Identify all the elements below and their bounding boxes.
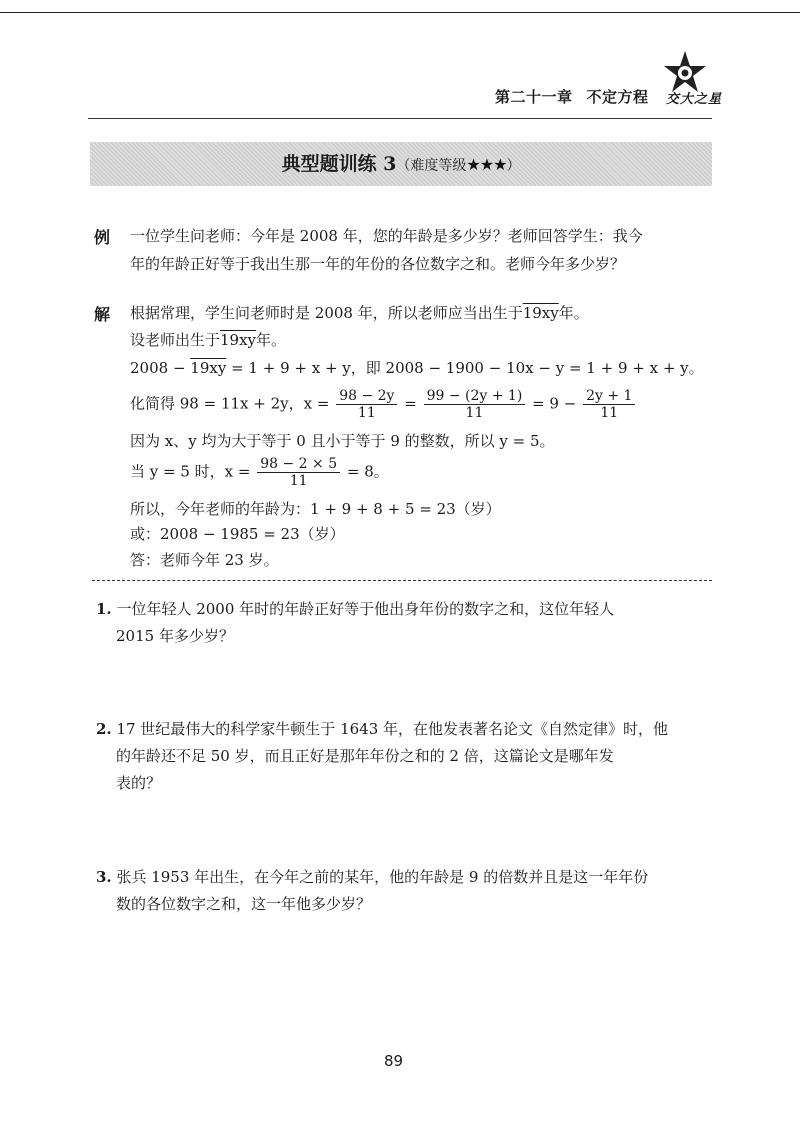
fraction-numerator: 98 − 2 × 5 [257,456,340,473]
fraction-numerator: 2y + 1 [583,388,635,405]
overline-number: 19xy [220,331,257,349]
overline-number: 19xy [522,304,559,322]
solution-line-3 [130,357,704,379]
top-rule [0,12,800,13]
example-text-line-1: 一位学生问老师：今年是 2008 年，您的年龄是多少岁？老师回答学生：我今 [130,227,643,245]
question-2-line-2: 的年龄还不足 50 岁，而且正好是那年年份之和的 2 倍，这篇论文是哪年发 [116,747,614,765]
chapter-number: 第二十一章 [495,88,573,106]
solution-line-7: 所以，今年老师的年龄为：1 + 9 + 8 + 5 = 23（岁） [130,500,501,518]
question-number: 2. [96,720,112,738]
question-2-line-3: 表的？ [116,774,162,792]
question-text: 一位年轻人 2000 年时的年龄正好等于他出身年份的数字之和，这位年轻人 [116,600,615,618]
section-title: 不定方程 [586,88,649,106]
solution-line-2-end: 年。 [256,331,287,349]
solution-line-6-end: = 8。 [342,462,389,481]
example-text-line-2: 年的年龄正好等于我出生那一年的年份的各位数字之和。老师今年多少岁？ [130,255,626,273]
solution-line-2 [130,329,286,351]
overline-number: 19xy [190,359,227,377]
fraction-denominator: 11 [465,405,484,421]
page-number: 89 [384,1052,404,1070]
solution-line-8: 或：2008 − 1985 = 23（岁） [130,525,345,543]
fraction-denominator: 11 [600,405,619,421]
fraction [424,388,526,421]
star-logo-icon [660,48,710,98]
fraction [583,388,635,421]
example-label: 例 [94,228,111,247]
solution-line-2-text: 设老师出生于 [130,331,221,349]
solution-line-5: 因为 x、y 均为大于等于 0 且小于等于 9 的整数，所以 y = 5。 [130,432,555,450]
difficulty-label: （难度等级 [396,158,467,174]
question-1-line-2: 2015 年多少岁？ [116,627,234,645]
fraction-numerator: 98 − 2y [336,388,397,405]
fraction [257,456,340,489]
solution-answer: 答：老师今年 23 岁。 [130,551,279,569]
question-number: 1. [96,600,112,618]
solution-line-1-end: 年。 [558,304,589,322]
solution-line-1 [130,302,589,324]
brand-name: 交大之星 [666,92,723,107]
equals-sign: = [399,394,422,413]
question-number: 3. [96,868,112,886]
chapter-title [495,86,649,107]
training-title: 典型题训练 3 [281,153,397,175]
solution-line-3-text: 2008 − [130,359,191,377]
question-3-line-1 [96,866,648,888]
question-3-line-2: 数的各位数字之和，这一年他多少岁？ [116,895,372,913]
dashed-divider [92,580,712,581]
equals-sign: = 9 − [527,394,582,413]
fraction-denominator: 11 [289,473,308,489]
section-title-banner [90,142,712,186]
solution-line-1-text: 根据常理，学生问老师时是 2008 年，所以老师应当出生于 [130,304,523,322]
solution-line-4 [130,388,637,421]
solution-line-3-end: = 1 + 9 + x + y，即 2008 − 1900 − 10x − y = 1 + 9 + x + y。 [226,359,704,377]
solution-label: 解 [94,305,111,324]
running-header [88,78,723,119]
fraction [336,388,397,421]
question-text: 17 世纪最伟大的科学家牛顿生于 1643 年，在他发表著名论文《自然定律》时，他 [116,720,669,738]
question-1-line-1 [96,598,614,620]
question-text: 张兵 1953 年出生，在今年之前的某年，他的年龄是 9 的倍数并且是这一年年份 [116,868,649,886]
fraction-numerator: 99 − (2y + 1) [424,388,526,405]
question-2-line-1 [96,718,668,740]
solution-line-6-text: 当 y = 5 时，x = [130,462,256,481]
solution-line-6 [130,456,389,489]
solution-line-4-text: 化简得 98 = 11x + 2y，x = [130,394,335,413]
fraction-denominator: 11 [357,405,376,421]
difficulty-stars: ★★★ [466,155,507,174]
difficulty-close: ） [506,158,521,174]
